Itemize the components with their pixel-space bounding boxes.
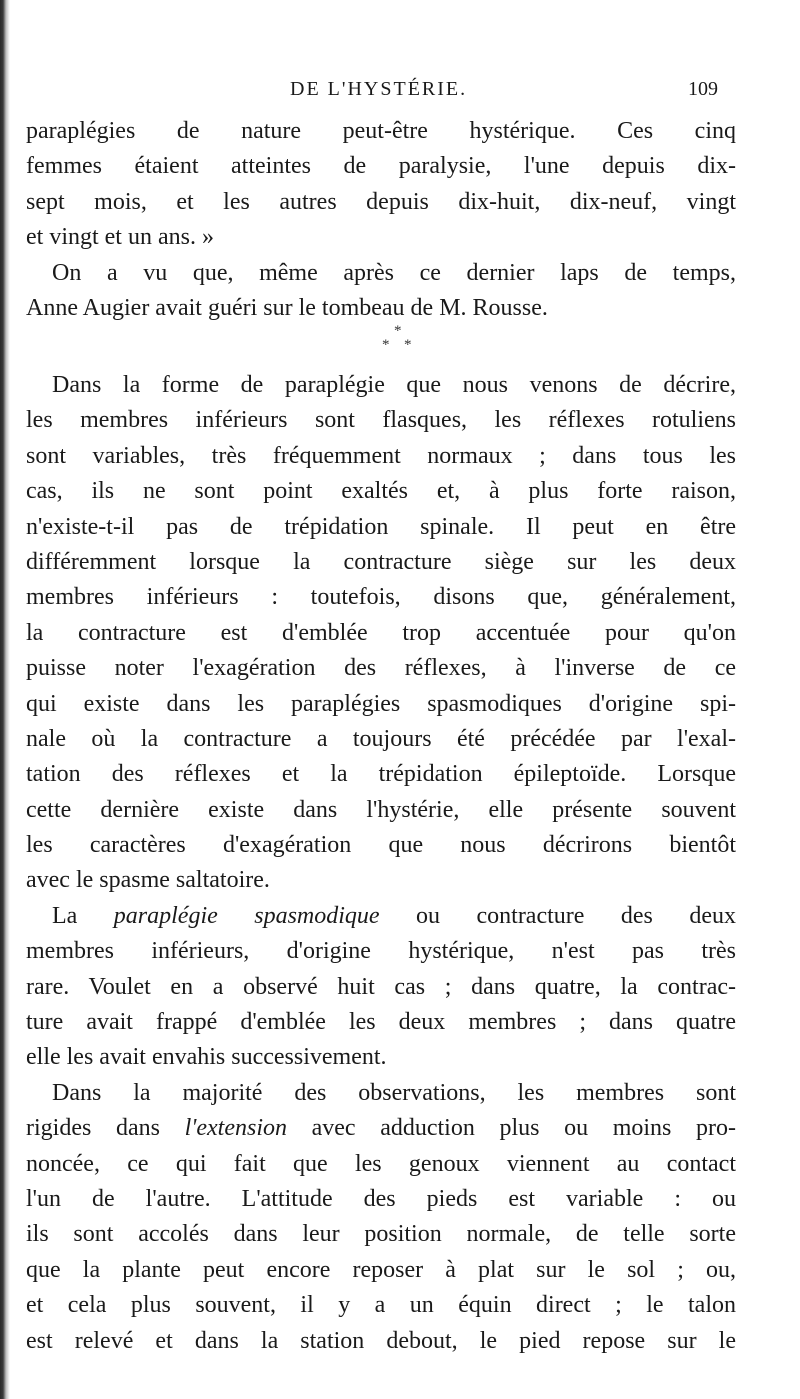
text-line: les caractères d'exagération que nous décrirons bientôt	[26, 832, 736, 859]
page-binding-edge	[0, 0, 10, 1399]
text-line	[26, 1111, 736, 1146]
text-run: avec adduction plus ou moins pro-	[311, 1115, 737, 1142]
section-asterism	[0, 322, 800, 362]
text-line: ils sont accolés dans leur position normale, de telle sorte	[26, 1221, 736, 1248]
text-line: membres inférieurs, d'origine hystérique, n'est pas très	[26, 938, 736, 965]
text-line: et cela plus souvent, il y a un équin direct ; le talon	[26, 1292, 736, 1319]
text-line: Anne Augier avait guéri sur le tombeau de M. Rousse.	[26, 294, 548, 321]
text-line: rare. Voulet en a observé huit cas ; dans quatre, la contrac-	[26, 973, 736, 1000]
paragraph-2	[26, 256, 736, 327]
text-line: sept mois, et les autres depuis dix-huit, dix-neuf, vingt	[26, 188, 736, 215]
text-block-top	[26, 114, 736, 326]
paragraph-4	[26, 899, 736, 1076]
italic-term: l'extension	[184, 1115, 287, 1142]
paragraph-3	[26, 368, 736, 899]
text-line: Dans la majorité des observations, les membres sont	[52, 1079, 736, 1106]
text-line: paraplégies de nature peut-être hystérique. Ces cinq	[26, 118, 736, 144]
text-line: les membres inférieurs sont flasques, les réflexes rotuliens	[26, 407, 736, 434]
text-line: qui existe dans les paraplégies spasmodiques d'origine spi-	[26, 690, 736, 717]
asterism-star: *	[394, 323, 402, 339]
text-line: que la plante peut encore reposer à plat sur le sol ; ou,	[26, 1256, 736, 1283]
text-line: nale où la contracture a toujours été précédée par l'exal-	[26, 725, 736, 752]
text-line: On a vu que, même après ce dernier laps de temps,	[52, 259, 736, 286]
text-line: puisse noter l'exagération des réflexes, à l'inverse de ce	[26, 655, 736, 682]
text-line: sont variables, très fréquemment normaux ; dans tous les	[26, 442, 736, 469]
italic-term: paraplégie spasmodique	[113, 902, 380, 929]
text-line	[26, 899, 736, 934]
page-number: 109	[688, 78, 718, 100]
text-line: ture avait frappé d'emblée les deux membres ; dans quatre	[26, 1009, 736, 1036]
text-line: l'un de l'autre. L'attitude des pieds est variable : ou	[26, 1185, 736, 1212]
text-run: La	[52, 902, 78, 929]
text-run: rigides dans	[26, 1115, 160, 1142]
text-line: membres inférieurs : toutefois, disons que, généralement,	[26, 584, 736, 611]
text-line: tation des réflexes et la trépidation épileptoïde. Lorsque	[26, 761, 736, 788]
paragraph-1	[26, 114, 736, 256]
text-line: avec le spasme saltatoire.	[26, 867, 270, 894]
text-line: n'existe-t-il pas de trépidation spinale. Il peut en être	[26, 513, 736, 540]
text-line: différemment lorsque la contracture siège sur les deux	[26, 548, 736, 575]
asterism-star: *	[382, 337, 390, 353]
paragraph-5	[26, 1076, 736, 1359]
text-run: ou contracture des deux	[416, 902, 737, 929]
text-line: Dans la forme de paraplégie que nous venons de décrire,	[52, 372, 736, 398]
text-block-main	[26, 368, 736, 1359]
text-line: est relevé et dans la station debout, le pied repose sur le	[26, 1327, 736, 1354]
running-title: DE L'HYSTÉRIE.	[290, 78, 468, 100]
text-line: la contracture est d'emblée trop accentuée pour qu'on	[26, 619, 736, 646]
text-line: cette dernière existe dans l'hystérie, elle présente souvent	[26, 796, 736, 823]
asterism-star: *	[404, 337, 412, 353]
text-line: femmes étaient atteintes de paralysie, l'une depuis dix-	[26, 153, 736, 180]
text-line: elle les avait envahis successivement.	[26, 1044, 387, 1071]
text-line: et vingt et un ans. »	[26, 224, 214, 251]
text-line: noncée, ce qui fait que les genoux viennent au contact	[26, 1150, 736, 1177]
page-header	[0, 78, 800, 108]
text-line: cas, ils ne sont point exaltés et, à plus forte raison,	[26, 478, 736, 505]
